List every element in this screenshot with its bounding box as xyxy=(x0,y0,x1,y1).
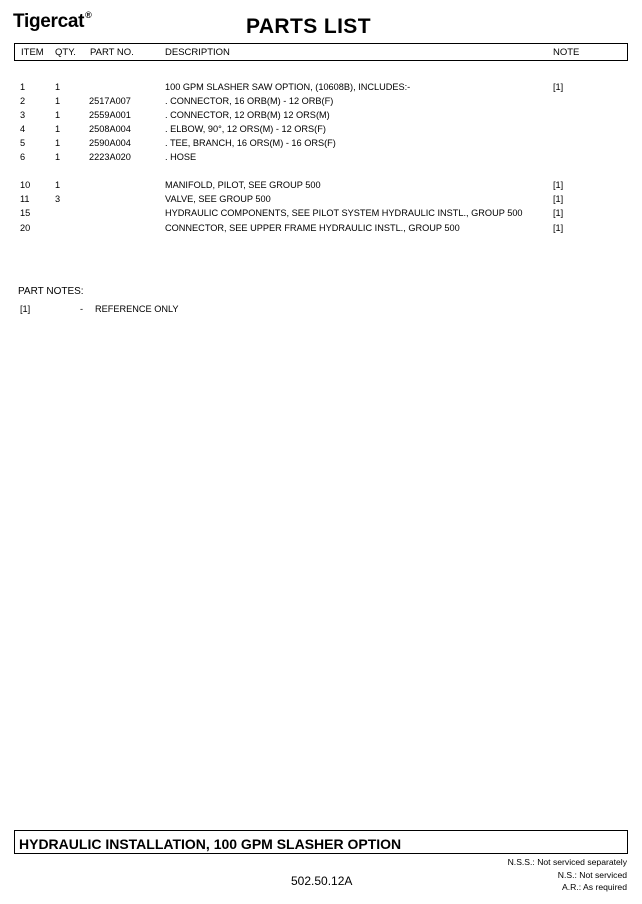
description: VALVE, SEE GROUP 500 xyxy=(165,194,271,204)
description: MANIFOLD, PILOT, SEE GROUP 500 xyxy=(165,180,321,190)
part-notes-heading: PART NOTES: xyxy=(18,286,84,297)
table-row xyxy=(0,222,642,235)
part-note-ref: [1] xyxy=(20,304,31,314)
legend-ns: N.S.: Not serviced xyxy=(557,869,627,880)
description: HYDRAULIC COMPONENTS, SEE PILOT SYSTEM HYDRAULIC INSTL., GROUP 500 xyxy=(165,208,523,218)
quantity: 1 xyxy=(55,82,61,92)
part-note-text: REFERENCE ONLY xyxy=(95,304,179,314)
description: 100 GPM SLASHER SAW OPTION, (10608B), INCLUDES:- xyxy=(165,82,411,92)
note-ref: [1] xyxy=(553,194,564,204)
item-number: 15 xyxy=(20,208,31,218)
quantity: 1 xyxy=(55,124,61,134)
parts-table xyxy=(0,0,642,300)
table-row xyxy=(0,81,642,94)
table-row xyxy=(0,207,642,220)
page-title: PARTS LIST xyxy=(246,15,371,38)
column-header-description: DESCRIPTION xyxy=(165,47,230,58)
description: . CONNECTOR, 12 ORB(M) 12 ORS(M) xyxy=(165,110,330,120)
table-row xyxy=(0,95,642,108)
item-number: 4 xyxy=(20,124,26,134)
registered-mark: ® xyxy=(85,10,92,20)
description: . ELBOW, 90°, 12 ORS(M) - 12 ORS(F) xyxy=(165,124,326,134)
item-number: 1 xyxy=(20,82,26,92)
quantity: 3 xyxy=(55,194,61,204)
legend-ar: A.R.: As required xyxy=(562,882,627,892)
table-row xyxy=(0,109,642,122)
table-row xyxy=(0,179,642,192)
note-ref: [1] xyxy=(553,208,564,218)
quantity: 1 xyxy=(55,180,61,190)
part-number: 2517A007 xyxy=(89,96,131,106)
item-number: 2 xyxy=(20,96,26,106)
item-number: 11 xyxy=(20,194,30,204)
note-ref: [1] xyxy=(553,82,564,92)
quantity: 1 xyxy=(55,152,61,162)
item-number: 6 xyxy=(20,152,26,162)
part-number: 2508A004 xyxy=(89,124,131,134)
section-title: HYDRAULIC INSTALLATION, 100 GPM SLASHER OPTION xyxy=(19,836,402,852)
table-row xyxy=(0,193,642,206)
section-title-box xyxy=(14,830,628,854)
quantity: 1 xyxy=(55,110,61,120)
part-number: 2590A004 xyxy=(89,138,131,148)
note-ref: [1] xyxy=(553,223,564,233)
description: . HOSE xyxy=(165,152,197,162)
column-header-qty: QTY. xyxy=(55,47,76,58)
table-row xyxy=(0,123,642,136)
service-legend xyxy=(508,856,627,894)
quantity: 1 xyxy=(55,96,61,106)
column-header-part-no: PART NO. xyxy=(90,47,134,58)
description: CONNECTOR, SEE UPPER FRAME HYDRAULIC INSTL., GROUP 500 xyxy=(165,223,460,233)
part-note-dash: - xyxy=(80,304,84,314)
description: . CONNECTOR, 16 ORB(M) - 12 ORB(F) xyxy=(165,96,334,106)
table-row xyxy=(0,151,642,164)
table-row xyxy=(0,137,642,150)
page-number: 502.50.12A xyxy=(291,874,353,888)
brand-name: Tigercat xyxy=(13,11,85,32)
quantity: 1 xyxy=(55,138,61,148)
item-number: 5 xyxy=(20,138,26,148)
item-number: 3 xyxy=(20,110,26,120)
part-number: 2559A001 xyxy=(89,110,131,120)
legend-nss: N.S.S.: Not serviced separately xyxy=(507,857,627,867)
column-header-item: ITEM xyxy=(21,47,44,58)
description: . TEE, BRANCH, 16 ORS(M) - 16 ORS(F) xyxy=(165,138,336,148)
part-number: 2223A020 xyxy=(89,152,131,162)
item-number: 20 xyxy=(20,223,31,233)
item-number: 10 xyxy=(20,180,31,190)
note-ref: [1] xyxy=(553,180,564,190)
column-header-note: NOTE xyxy=(553,47,580,58)
